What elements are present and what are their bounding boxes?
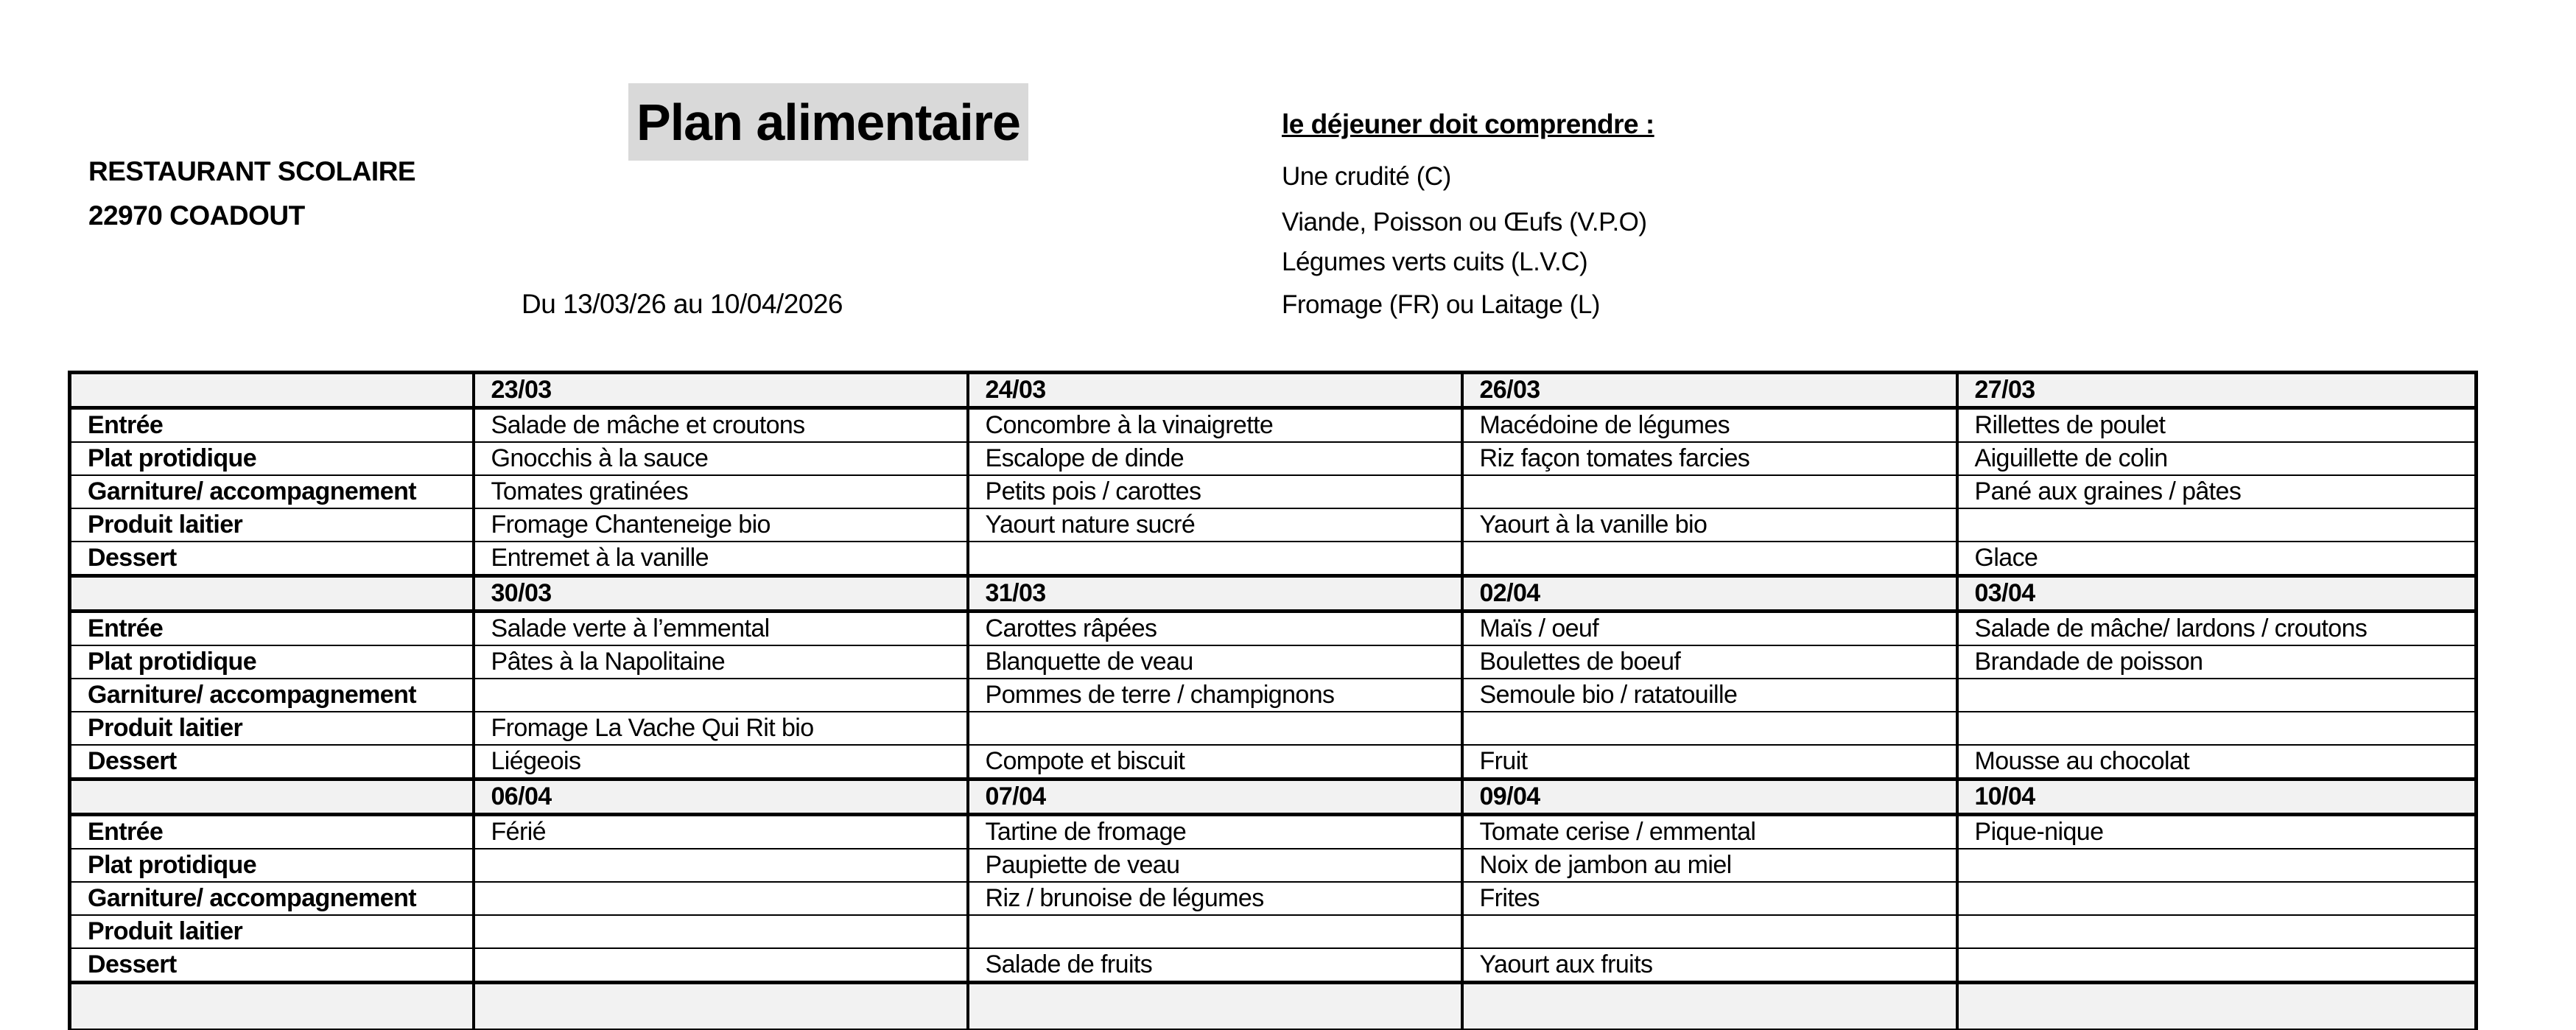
page-title: Plan alimentaire — [636, 93, 1020, 151]
menu-cell — [968, 712, 1462, 745]
menu-row-plat-protidique — [70, 442, 2477, 475]
day-date-header: 24/03 — [968, 373, 1462, 408]
filler-cell — [1462, 983, 1957, 1030]
course-label: Garniture/ accompagnement — [70, 882, 474, 915]
menu-cell: Liégeois — [474, 745, 968, 779]
menu-cell: Fruit — [1462, 745, 1957, 779]
menu-cell: Compote et biscuit — [968, 745, 1462, 779]
course-label: Dessert — [70, 948, 474, 983]
filler-row — [70, 983, 2477, 1030]
menu-row-garniture — [70, 679, 2477, 712]
requirement-item: Viande, Poisson ou Œufs (V.P.O) — [1282, 208, 1647, 237]
date-row-corner-cell — [70, 576, 474, 612]
course-label: Produit laitier — [70, 915, 474, 948]
menu-cell: Salade de mâche et croutons — [474, 408, 968, 443]
menu-cell — [474, 882, 968, 915]
menu-cell: Brandade de poisson — [1957, 645, 2477, 679]
menu-cell: Gnocchis à la sauce — [474, 442, 968, 475]
menu-cell: Entremet à la vanille — [474, 542, 968, 576]
menu-cell — [1957, 508, 2477, 542]
course-label: Produit laitier — [70, 508, 474, 542]
day-date-header: 06/04 — [474, 779, 968, 815]
menu-row-dessert — [70, 745, 2477, 779]
menu-cell — [1957, 679, 2477, 712]
menu-row-produit-laitier — [70, 508, 2477, 542]
menu-row-dessert — [70, 542, 2477, 576]
menu-cell: Mousse au chocolat — [1957, 745, 2477, 779]
menu-cell — [1957, 712, 2477, 745]
menu-cell: Salade de fruits — [968, 948, 1462, 983]
date-row-corner-cell — [70, 779, 474, 815]
menu-cell: Escalope de dinde — [968, 442, 1462, 475]
filler-cell — [968, 983, 1462, 1030]
requirements-heading: le déjeuner doit comprendre : — [1282, 109, 1654, 139]
course-label: Plat protidique — [70, 442, 474, 475]
menu-cell: Noix de jambon au miel — [1462, 849, 1957, 882]
menu-cell: Glace — [1957, 542, 2477, 576]
course-label: Garniture/ accompagnement — [70, 679, 474, 712]
day-date-header: 07/04 — [968, 779, 1462, 815]
filler-cell — [474, 983, 968, 1030]
menu-cell — [474, 915, 968, 948]
menu-cell: Pommes de terre / champignons — [968, 679, 1462, 712]
menu-table — [68, 371, 2478, 1030]
day-date-header: 26/03 — [1462, 373, 1957, 408]
menu-cell — [1462, 542, 1957, 576]
day-date-header: 23/03 — [474, 373, 968, 408]
day-date-header: 03/04 — [1957, 576, 2477, 612]
menu-cell: Tartine de fromage — [968, 815, 1462, 849]
menu-cell: Aiguillette de colin — [1957, 442, 2477, 475]
menu-cell — [1462, 475, 1957, 508]
menu-cell: Riz / brunoise de légumes — [968, 882, 1462, 915]
menu-cell: Concombre à la vinaigrette — [968, 408, 1462, 443]
course-label: Entrée — [70, 408, 474, 443]
date-row-corner-cell — [70, 373, 474, 408]
menu-cell — [1957, 948, 2477, 983]
period-range: Du 13/03/26 au 10/04/2026 — [522, 289, 843, 319]
menu-cell: Boulettes de boeuf — [1462, 645, 1957, 679]
menu-cell: Salade verte à l’emmental — [474, 612, 968, 646]
day-date-header: 10/04 — [1957, 779, 2477, 815]
requirement-item: Une crudité (C) — [1282, 162, 1451, 191]
menu-cell — [968, 542, 1462, 576]
menu-cell: Pâtes à la Napolitaine — [474, 645, 968, 679]
menu-cell — [1462, 915, 1957, 948]
menu-cell: Tomates gratinées — [474, 475, 968, 508]
menu-cell: Carottes râpées — [968, 612, 1462, 646]
menu-cell: Blanquette de veau — [968, 645, 1462, 679]
course-label: Entrée — [70, 612, 474, 646]
week-date-row — [70, 779, 2477, 815]
menu-cell — [968, 915, 1462, 948]
menu-cell: Maïs / oeuf — [1462, 612, 1957, 646]
requirement-item: Légumes verts cuits (L.V.C) — [1282, 248, 1588, 276]
menu-row-plat-protidique — [70, 645, 2477, 679]
menu-cell: Tomate cerise / emmental — [1462, 815, 1957, 849]
menu-row-garniture — [70, 475, 2477, 508]
course-label: Produit laitier — [70, 712, 474, 745]
menu-cell: Salade de mâche/ lardons / croutons — [1957, 612, 2477, 646]
organization-name: RESTAURANT SCOLAIRE — [88, 156, 416, 186]
filler-cell — [70, 983, 474, 1030]
menu-cell: Yaourt à la vanille bio — [1462, 508, 1957, 542]
filler-cell — [1957, 983, 2477, 1030]
menu-row-entree — [70, 408, 2477, 443]
course-label: Dessert — [70, 745, 474, 779]
menu-row-produit-laitier — [70, 712, 2477, 745]
menu-cell: Pané aux graines / pâtes — [1957, 475, 2477, 508]
menu-cell — [1957, 915, 2477, 948]
menu-cell — [1462, 712, 1957, 745]
menu-row-plat-protidique — [70, 849, 2477, 882]
menu-cell — [1957, 882, 2477, 915]
day-date-header: 27/03 — [1957, 373, 2477, 408]
course-label: Dessert — [70, 542, 474, 576]
day-date-header: 31/03 — [968, 576, 1462, 612]
menu-cell — [1957, 849, 2477, 882]
menu-row-produit-laitier — [70, 915, 2477, 948]
menu-cell: Rillettes de poulet — [1957, 408, 2477, 443]
menu-cell: Riz façon tomates farcies — [1462, 442, 1957, 475]
menu-cell: Frites — [1462, 882, 1957, 915]
menu-row-dessert — [70, 948, 2477, 983]
menu-cell: Petits pois / carottes — [968, 475, 1462, 508]
day-date-header: 09/04 — [1462, 779, 1957, 815]
day-date-header: 30/03 — [474, 576, 968, 612]
menu-row-entree — [70, 815, 2477, 849]
course-label: Garniture/ accompagnement — [70, 475, 474, 508]
menu-cell: Paupiette de veau — [968, 849, 1462, 882]
course-label: Plat protidique — [70, 645, 474, 679]
menu-row-entree — [70, 612, 2477, 646]
menu-cell — [474, 679, 968, 712]
course-label: Entrée — [70, 815, 474, 849]
organization-address: 22970 COADOUT — [88, 200, 305, 231]
menu-cell: Fromage Chanteneige bio — [474, 508, 968, 542]
menu-cell: Macédoine de légumes — [1462, 408, 1957, 443]
course-label: Plat protidique — [70, 849, 474, 882]
menu-cell — [474, 948, 968, 983]
week-date-row — [70, 576, 2477, 612]
menu-cell: Pique-nique — [1957, 815, 2477, 849]
menu-cell: Férié — [474, 815, 968, 849]
menu-cell: Yaourt nature sucré — [968, 508, 1462, 542]
week-date-row — [70, 373, 2477, 408]
day-date-header: 02/04 — [1462, 576, 1957, 612]
menu-cell: Fromage La Vache Qui Rit bio — [474, 712, 968, 745]
menu-cell: Semoule bio / ratatouille — [1462, 679, 1957, 712]
title-box — [628, 83, 1028, 161]
menu-cell: Yaourt aux fruits — [1462, 948, 1957, 983]
menu-cell — [474, 849, 968, 882]
menu-row-garniture — [70, 882, 2477, 915]
requirement-item: Fromage (FR) ou Laitage (L) — [1282, 290, 1600, 319]
